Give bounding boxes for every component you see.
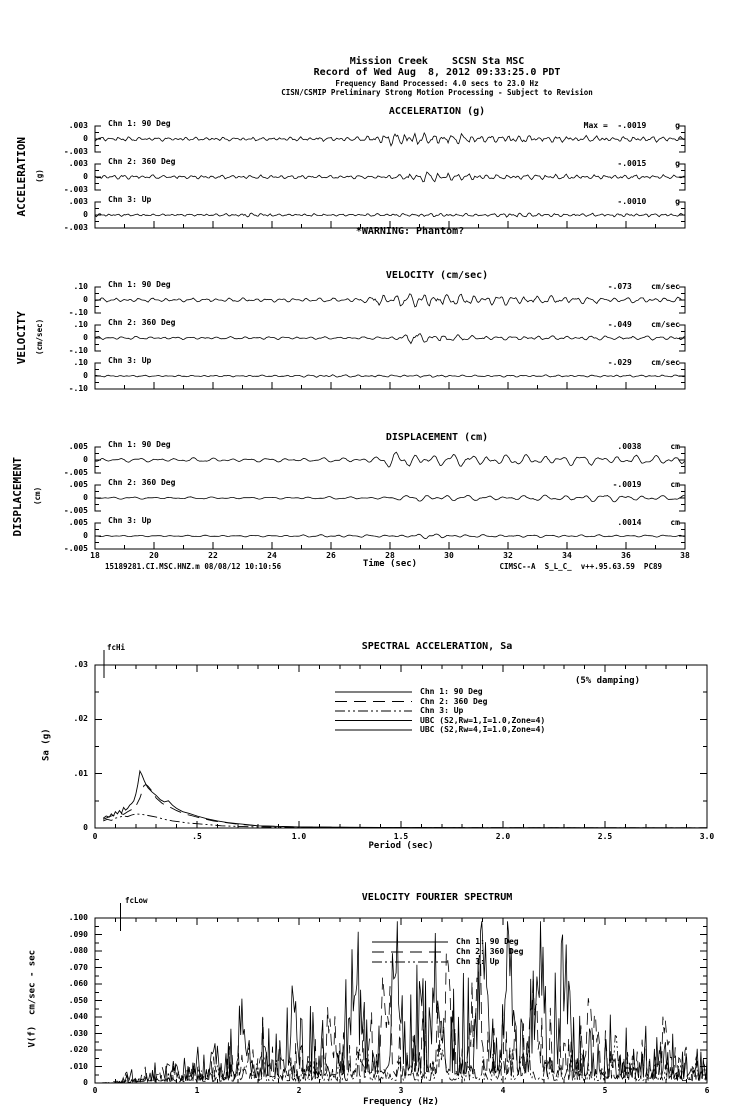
y-tick-label: -.003 — [63, 223, 88, 232]
y-tick-label: .050 — [68, 995, 88, 1005]
y-tick-label: .003 — [68, 121, 88, 130]
y-tick-label: -.005 — [63, 506, 88, 515]
y-tick-label: .060 — [68, 979, 88, 988]
time-axis-label: Time (sec) — [362, 559, 418, 569]
sa-curve-1 — [103, 771, 707, 828]
peak-value-label: .0038 cm — [617, 442, 680, 451]
y-tick-label: 0 — [83, 134, 88, 143]
damping-note: (5% damping) — [574, 676, 640, 686]
legend-label: Chn 3: Up — [456, 957, 500, 966]
y-tick-label: 0 — [83, 210, 88, 219]
x-tick-label: 20 — [149, 551, 159, 560]
x-tick-label: 18 — [90, 551, 100, 560]
header-record-line: Record of Wed Aug 8, 2012 09:33:25.0 PDT — [313, 67, 561, 78]
sa-plot-box — [95, 665, 707, 828]
x-tick-label: 1.0 — [291, 832, 307, 841]
channel-label: Chn 1: 90 Deg — [108, 119, 171, 128]
channel-label: Chn 3: Up — [108, 195, 152, 204]
x-tick-label: .5 — [192, 832, 202, 841]
displacement-axis-label: DISPLACEMENT — [11, 457, 25, 537]
displacement-title: DISPLACEMENT (cm) — [385, 432, 489, 443]
x-tick-label: 1.5 — [393, 832, 409, 841]
x-tick-label: 24 — [267, 551, 277, 560]
waveform-displacement-ch2 — [95, 495, 684, 502]
x-tick-label: 5 — [602, 1086, 608, 1095]
sa-title: SPECTRAL ACCELERATION, Sa — [361, 641, 513, 652]
channel-label: Chn 2: 360 Deg — [108, 157, 176, 166]
x-tick-label: 30 — [444, 551, 454, 560]
velocity-title: VELOCITY (cm/sec) — [385, 270, 489, 281]
x-tick-label: 26 — [326, 551, 336, 560]
y-tick-label: .03 — [73, 660, 88, 669]
y-tick-label: -.003 — [63, 185, 88, 194]
velocity-axis-unit: (cm/sec) — [35, 318, 45, 355]
channel-label: Chn 2: 360 Deg — [108, 318, 176, 327]
y-tick-label: .10 — [73, 282, 88, 291]
y-tick-label: 0 — [83, 823, 88, 832]
y-tick-label: .003 — [68, 197, 88, 206]
peak-value-label: -.0019 cm — [612, 480, 680, 489]
fchi-marker-label: fcHi — [107, 643, 126, 652]
header-band-line: Frequency Band Processed: 4.0 secs to 23.0 Hz — [335, 79, 539, 88]
velocity-axis-label: VELOCITY — [15, 311, 29, 365]
legend-label: Chn 2: 360 Deg — [420, 696, 488, 706]
y-tick-label: -.10 — [68, 384, 88, 393]
y-tick-label: .100 — [68, 913, 88, 922]
x-tick-label: 0 — [92, 832, 98, 841]
y-tick-label: -.005 — [63, 468, 88, 477]
y-tick-label: .040 — [68, 1012, 88, 1021]
y-tick-label: 0 — [83, 455, 88, 464]
x-tick-label: 34 — [562, 551, 572, 560]
y-tick-label: .003 — [68, 159, 88, 168]
y-tick-label: .10 — [73, 358, 88, 367]
y-tick-label: 0 — [83, 371, 88, 380]
x-tick-label: 3 — [398, 1086, 404, 1095]
y-tick-label: 0 — [83, 333, 88, 342]
y-tick-label: .020 — [68, 1045, 88, 1054]
x-tick-label: 2.0 — [495, 832, 511, 841]
x-tick-label: 2.5 — [597, 832, 613, 841]
warning-text: *WARNING: Phantom? — [355, 226, 465, 237]
sa-curve-2 — [103, 785, 707, 828]
y-tick-label: .005 — [68, 442, 88, 451]
legend-label: UBC (S2,Rw=4,I=1.0,Zone=4) — [420, 725, 546, 734]
x-tick-label: 6 — [704, 1086, 710, 1095]
fourier-title: VELOCITY FOURIER SPECTRUM — [361, 892, 513, 903]
y-tick-label: .030 — [68, 1028, 88, 1038]
x-tick-label: 38 — [680, 551, 690, 560]
legend-label: Chn 1: 90 Deg — [420, 687, 483, 696]
peak-value-label: -.0010 g — [617, 197, 680, 206]
fourier-x-axis-label: Frequency (Hz) — [363, 1097, 439, 1107]
y-tick-label: 0 — [83, 493, 88, 502]
legend-label: Chn 2: 360 Deg — [456, 947, 524, 956]
footer-processing-info: CIMSC--A S_L_C_ v++.95.63.59 PC89 — [499, 562, 662, 571]
acceleration-axis-unit: (g) — [35, 169, 45, 183]
legend-label: Chn 1: 90 Deg — [456, 937, 519, 946]
x-tick-label: 3.0 — [699, 832, 715, 841]
header-disclaimer-line: CISN/CSMIP Preliminary Strong Motion Processing - Subject to Revision — [281, 88, 593, 97]
sa-y-axis-label: Sa (g) — [41, 728, 52, 761]
y-tick-label: -.10 — [68, 308, 88, 317]
legend-label: UBC (S2,Rw=1,I=1.0,Zone=4) — [420, 715, 546, 725]
y-tick-label: -.10 — [68, 346, 88, 355]
waveform-velocity-ch3 — [95, 375, 684, 378]
x-tick-label: 0 — [92, 1086, 98, 1095]
waveform-acceleration-ch1 — [95, 133, 684, 146]
y-tick-label: .070 — [68, 962, 88, 972]
y-tick-label: -.005 — [63, 544, 88, 553]
y-tick-label: 0 — [83, 531, 88, 540]
y-tick-label: 0 — [83, 172, 88, 181]
x-tick-label: 4 — [500, 1086, 506, 1095]
y-tick-label: .01 — [73, 768, 88, 778]
waveform-displacement-ch1 — [95, 452, 684, 467]
channel-label: Chn 2: 360 Deg — [108, 478, 176, 487]
peak-value-label: .0014 cm — [617, 518, 680, 527]
waveform-acceleration-ch2 — [95, 172, 684, 182]
y-tick-label: .010 — [68, 1061, 88, 1071]
acceleration-axis-label: ACCELERATION — [15, 137, 29, 217]
waveform-acceleration-ch3 — [95, 213, 684, 217]
y-tick-label: .005 — [68, 480, 88, 489]
peak-value-label: -.073 cm/sec — [607, 282, 680, 291]
y-tick-label: -.003 — [63, 147, 88, 156]
x-tick-label: 28 — [385, 551, 395, 560]
x-tick-label: 32 — [503, 551, 513, 560]
peak-value-label: -.0015 g — [617, 159, 680, 168]
x-tick-label: 22 — [208, 551, 218, 560]
waveform-velocity-ch2 — [95, 334, 684, 344]
x-tick-label: 1 — [194, 1086, 200, 1095]
y-tick-label: .080 — [68, 946, 88, 955]
fourier-plot-box — [95, 918, 707, 1083]
y-tick-label: .090 — [68, 929, 88, 939]
fourier-curve-1 — [95, 921, 707, 1083]
y-tick-label: 0 — [83, 1078, 88, 1087]
waveform-velocity-ch1 — [95, 294, 684, 307]
channel-label: Chn 3: Up — [108, 516, 152, 525]
waveform-displacement-ch3 — [95, 534, 684, 539]
displacement-axis-unit: (cm) — [33, 486, 43, 505]
y-tick-label: 0 — [83, 295, 88, 304]
x-tick-label: 36 — [621, 551, 631, 560]
peak-value-label: -.049 cm/sec — [607, 320, 680, 329]
x-tick-label: 2 — [296, 1086, 302, 1095]
peak-value-label: -.029 cm/sec — [607, 358, 680, 367]
channel-label: Chn 1: 90 Deg — [108, 280, 171, 289]
legend-label: Chn 3: Up — [420, 706, 464, 715]
channel-label: Chn 3: Up — [108, 356, 152, 365]
footer-file-info: 15189281.CI.MSC.HNZ.m 08/08/12 10:10:56 — [105, 562, 282, 571]
fclow-marker-label: fcLow — [125, 896, 148, 905]
y-tick-label: .02 — [73, 714, 88, 724]
peak-value-label: Max = -.0019 g — [583, 121, 680, 130]
acceleration-title: ACCELERATION (g) — [388, 106, 486, 117]
fourier-y-axis-label: V(f) cm/sec - sec — [27, 949, 38, 1048]
y-tick-label: .10 — [73, 320, 88, 329]
sa-x-axis-label: Period (sec) — [368, 841, 434, 851]
header-station-line: Mission Creek SCSN Sta MSC — [349, 56, 525, 67]
y-tick-label: .005 — [68, 518, 88, 527]
channel-label: Chn 1: 90 Deg — [108, 440, 171, 449]
